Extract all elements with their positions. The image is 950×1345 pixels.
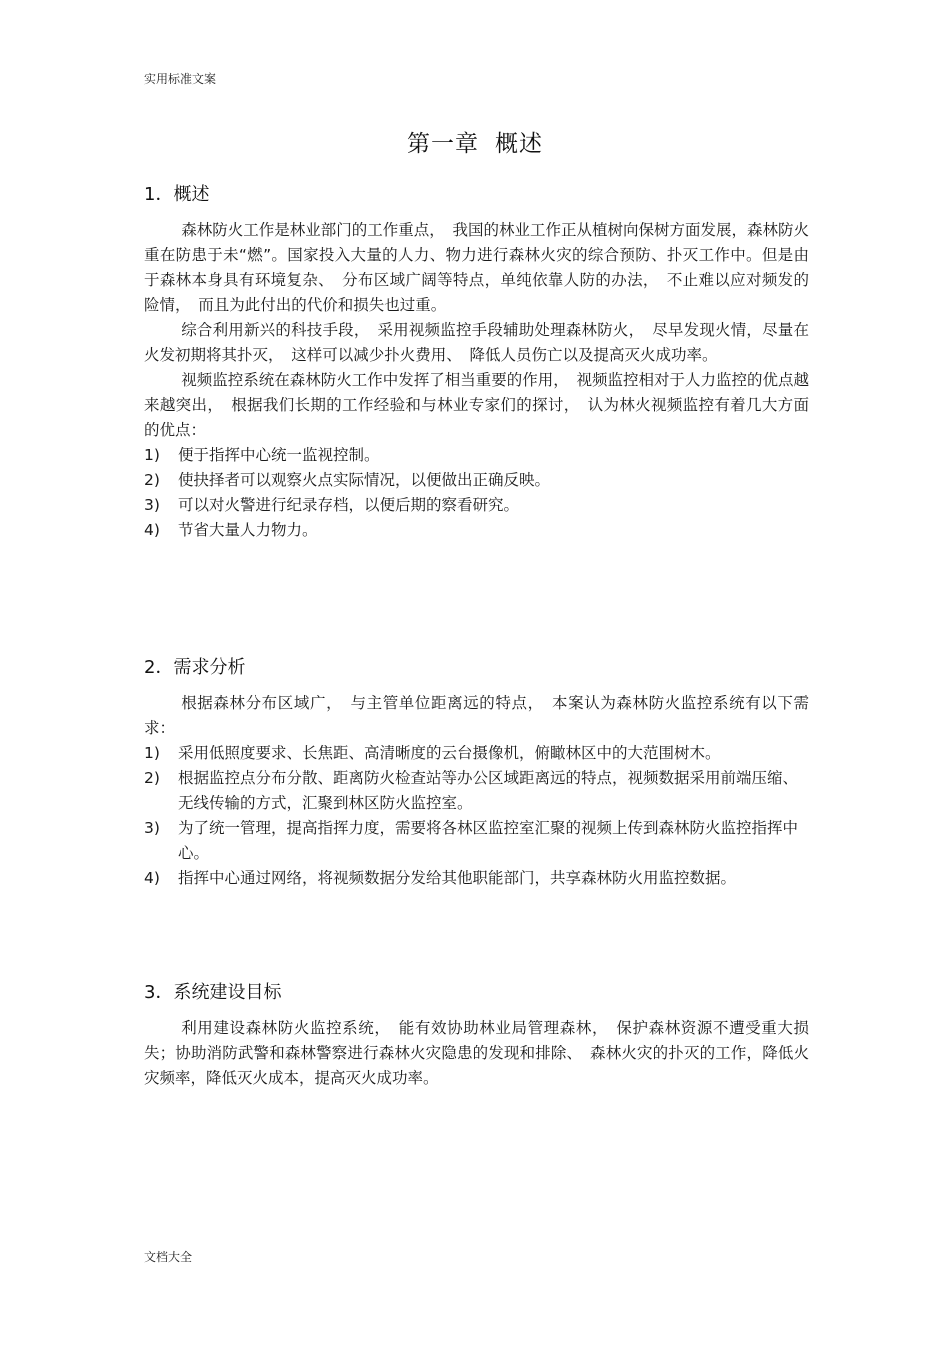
list-item xyxy=(144,866,809,891)
chapter-title xyxy=(0,125,950,158)
list-number: 4) xyxy=(144,521,160,539)
list-number: 3) xyxy=(144,496,160,514)
page-footer-text: 文档大全 xyxy=(144,1250,193,1264)
list-text: 为了统一管理，提高指挥力度，需要将各林区监控室汇聚的视频上传到森林防火监控指挥中心。 xyxy=(178,819,799,862)
chapter-number: 第一章 xyxy=(407,131,479,157)
section-heading: 2．需求分析 xyxy=(144,657,246,678)
list-item xyxy=(144,816,809,866)
list-number: 3) xyxy=(144,819,160,837)
section-heading: 1．概述 xyxy=(144,184,210,205)
advantages-list xyxy=(144,443,809,543)
list-item xyxy=(144,493,809,518)
list-text: 节省大量人力物力。 xyxy=(178,521,318,539)
list-text: 可以对火警进行纪录存档，以便后期的察看研究。 xyxy=(178,496,520,514)
paragraph: 森林防火工作是林业部门的工作重点， 我国的林业工作正从植树向保树方面发展，森林防火重在防患于未“燃”。国家投入大量的人力、物力进行森林火灾的综合预防、扑灭工作中。但是由于森林本身具有环境复杂、 分布区域广阔等特点，单纯依靠人防的办法， 不止难以应对频发的险情， 而且为此付出的代价和损失也过重。 xyxy=(144,221,809,314)
list-item xyxy=(144,741,809,766)
paragraph: 综合利用新兴的科技手段， 采用视频监控手段辅助处理森林防火， 尽早发现火情，尽量在火发初期将其扑灭， 这样可以减少扑火费用、 降低人员伤亡以及提高灭火成功率。 xyxy=(144,321,809,364)
list-number: 1) xyxy=(144,446,160,464)
section-requirements xyxy=(144,653,809,891)
list-text: 采用低照度要求、长焦距、高清晰度的云台摄像机，俯瞰林区中的大范围树木。 xyxy=(178,744,721,762)
paragraph: 根据森林分布区域广， 与主管单位距离远的特点， 本案认为森林防火监控系统有以下需求： xyxy=(144,694,809,737)
list-item xyxy=(144,468,809,493)
list-number: 2) xyxy=(144,769,160,787)
list-text: 使抉择者可以观察火点实际情况，以便做出正确反映。 xyxy=(178,471,551,489)
list-item xyxy=(144,518,809,543)
paragraph: 视频监控系统在森林防火工作中发挥了相当重要的作用， 视频监控相对于人力监控的优点越来越突出， 根据我们长期的工作经验和与林业专家们的探讨， 认为林火视频监控有着几大方面的优点： xyxy=(144,371,809,439)
paragraph: 利用建设森林防火监控系统， 能有效协助林业局管理森林， 保护森林资源不遭受重大损失；协助消防武警和森林警察进行森林火灾隐患的发现和排除、 森林火灾的扑灭的工作，降低火灾频率，降低灭火成本，提高灭火成功率。 xyxy=(144,1019,809,1087)
chapter-name: 概述 xyxy=(495,131,543,157)
section-goals xyxy=(144,978,809,1091)
list-text: 指挥中心通过网络，将视频数据分发给其他职能部门，共享森林防火用监控数据。 xyxy=(178,869,737,887)
list-text: 根据监控点分布分散、距离防火检查站等办公区域距离远的特点，视频数据采用前端压缩、无线传输的方式，汇聚到林区防火监控室。 xyxy=(178,769,799,812)
requirements-list xyxy=(144,741,809,891)
list-number: 4) xyxy=(144,869,160,887)
list-item xyxy=(144,443,809,468)
list-item xyxy=(144,766,809,816)
section-overview xyxy=(144,180,809,543)
list-number: 1) xyxy=(144,744,160,762)
list-number: 2) xyxy=(144,471,160,489)
list-text: 便于指挥中心统一监视控制。 xyxy=(178,446,380,464)
page-header-text: 实用标准文案 xyxy=(144,72,217,86)
section-heading: 3．系统建设目标 xyxy=(144,982,282,1003)
